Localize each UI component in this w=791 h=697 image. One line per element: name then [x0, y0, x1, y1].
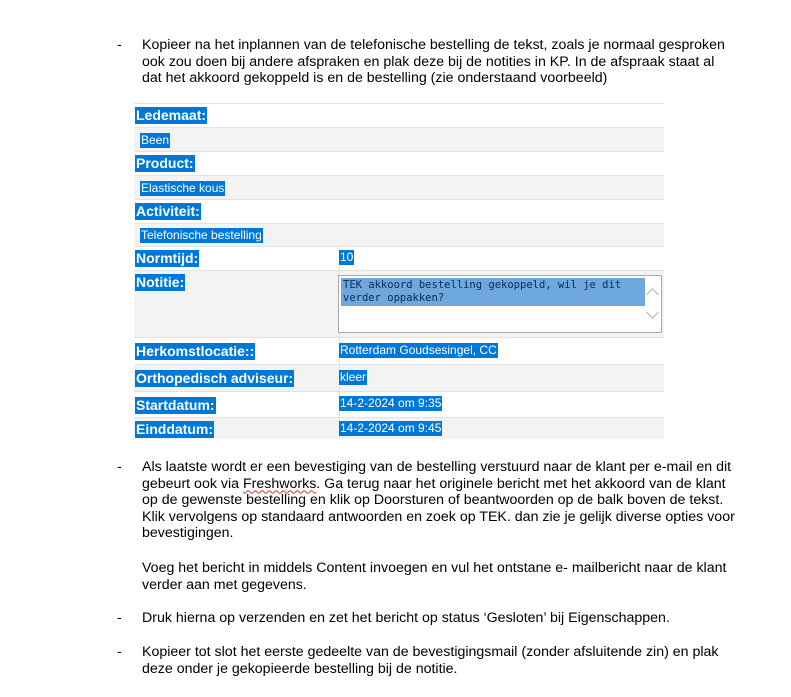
- form-row-notitie: [134, 270, 664, 338]
- copy-paragraph: [142, 644, 767, 677]
- confirmation-paragraph: [142, 459, 767, 542]
- text-line: Kopieer tot slot het eerste gedeelte van de bevestigingsmail (zonder afsluitende zin) en plak: [142, 644, 719, 660]
- text-line: dat het akkoord gekoppeld is en de bestelling (zie onderstaand voorbeeld): [142, 70, 608, 87]
- text-line: gebeurt ook via Freshworks. Ga terug naar het originele bericht met het akkoord van de klant: [142, 475, 726, 492]
- content-paragraph: [142, 560, 767, 593]
- text-line: verder aan met gegevens.: [142, 576, 307, 593]
- chevron-down-icon[interactable]: [646, 306, 659, 319]
- form-row-activiteit-label: [134, 199, 664, 224]
- intro-paragraph: [142, 37, 767, 87]
- text-line: Kopieer na het inplannen van de telefonische bestelling de tekst, zoals je normaal gesproken: [142, 37, 725, 53]
- startdatum-value: 14-2-2024 om 9:35: [340, 396, 442, 410]
- freshworks-text: Freshworks: [242, 475, 317, 492]
- activiteit-label: Activiteit:: [136, 203, 200, 219]
- text-line: deze onder je gekopieerde bestelling bij de notitie.: [142, 660, 458, 677]
- herkomst-label: Herkomstlocatie::: [136, 343, 255, 359]
- text-line: bevestigingen.: [142, 525, 234, 542]
- form-row-ledemaat-label: [134, 103, 664, 128]
- text-line: Klik vervolgens op standaard antwoorden en zoek op TEK. dan zie je gelijk diverse opties voor: [142, 508, 735, 525]
- text-line: Als laatste wordt er een bevestiging van de bestelling verstuurd naar de klant per e-mail en dit: [142, 459, 732, 475]
- form-row-ledemaat-value: [134, 127, 664, 152]
- form-row-product-label: [134, 151, 664, 176]
- ledemaat-value: Been: [141, 133, 170, 147]
- bullet-dash: -: [117, 459, 122, 475]
- notitie-label: Notitie:: [136, 274, 185, 290]
- form-row-adviseur: [134, 364, 664, 392]
- text-line: op de gewenste bestelling en klik op Doorsturen of beantwoorden op de balk boven de tekst.: [142, 492, 724, 509]
- herkomst-value: Rotterdam Goudsesingel, CC: [340, 343, 497, 357]
- send-paragraph: [142, 610, 767, 627]
- form-row-einddatum: [134, 417, 664, 439]
- form-row-activiteit-value: [134, 223, 664, 247]
- normtijd-value: 10: [340, 250, 354, 264]
- ledemaat-label: Ledemaat:: [136, 107, 207, 123]
- text-line: Voeg het bericht in middels Content invoegen en vul het ontstane e- mailbericht naar de klant: [142, 560, 727, 576]
- product-value: Elastische kous: [141, 181, 225, 195]
- notitie-value: TEK akkoord bestelling gekoppeld, wil je dit verder oppakken?: [341, 278, 645, 306]
- notitie-textarea[interactable]: [338, 275, 662, 333]
- form-row-normtijd: [134, 246, 664, 271]
- einddatum-label: Einddatum:: [136, 421, 213, 437]
- normtijd-label: Normtijd:: [136, 250, 199, 266]
- bullet-dash: -: [117, 610, 122, 626]
- adviseur-label: Orthopedisch adviseur:: [136, 370, 294, 386]
- startdatum-label: Startdatum:: [136, 397, 215, 413]
- text-line: ook zou doen bij andere afspraken en plak deze bij de notities in KP. In de afspraak staat al: [142, 53, 715, 70]
- einddatum-value: 14-2-2024 om 9:45: [340, 421, 442, 435]
- product-label: Product:: [136, 155, 194, 171]
- textarea-scrollbar[interactable]: [645, 276, 661, 332]
- bullet-dash: -: [117, 644, 122, 660]
- form-row-product-value: [134, 175, 664, 200]
- bullet-dash: -: [117, 37, 122, 53]
- adviseur-value: kleer: [340, 370, 367, 384]
- form-row-herkomst: [134, 337, 664, 365]
- activiteit-value: Telefonische bestelling: [141, 228, 262, 242]
- chevron-up-icon[interactable]: [646, 288, 659, 301]
- form-row-startdatum: [134, 391, 664, 418]
- text-line: Druk hierna op verzenden en zet het bericht op status ‘Gesloten’ bij Eigenschappen.: [142, 610, 670, 626]
